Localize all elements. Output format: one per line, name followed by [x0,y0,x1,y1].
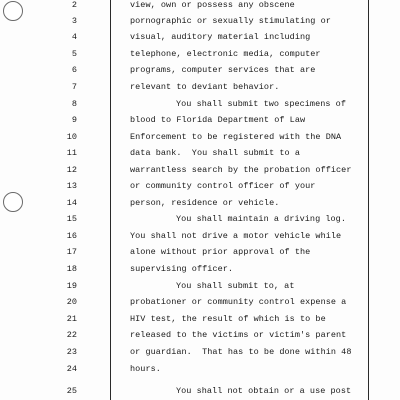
right-margin-rule [368,0,369,400]
transcript-line: data bank. You shall submit to a [130,148,300,158]
line-number: 4 [71,32,77,42]
line-number: 11 [66,148,77,158]
transcript-line: You shall maintain a driving log. [176,214,346,224]
transcript-line: blood to Florida Department of Law [130,115,306,125]
line-number: 2 [71,0,77,10]
punch-hole-middle [3,192,23,212]
transcript-line: HIV test, the result of which is to be [130,314,326,324]
line-number: 18 [66,264,77,274]
transcript-line: programs, computer services that are [130,65,316,75]
line-number: 13 [66,181,77,191]
transcript-line: warrantless search by the probation officer [130,165,352,175]
transcript-line: hours. [130,364,161,374]
line-number: 22 [66,330,77,340]
line-number: 20 [66,297,77,307]
transcript-line: You shall not drive a motor vehicle while [130,231,342,241]
transcript-line: relevant to deviant behavior. [130,82,280,92]
transcript-line: view, own or possess any obscene [130,0,295,10]
line-number: 9 [71,115,77,125]
line-number: 21 [66,314,77,324]
line-number: 14 [66,198,77,208]
transcript-line: You shall submit to, at [176,281,295,291]
transcript-line: released to the victims or victim's parent [130,330,347,340]
transcript-line: visual, auditory material including [130,32,311,42]
transcript-line: probationer or community control expense a [130,297,347,307]
line-number: 24 [66,364,77,374]
line-number: 7 [71,82,77,92]
line-number: 5 [71,49,77,59]
line-number: 17 [66,247,77,257]
transcript-line: Enforcement to be registered with the DNA [130,132,342,142]
transcript-line: pornographic or sexually stimulating or [130,16,331,26]
transcript-line: supervising officer. [130,264,234,274]
left-margin-rule [110,0,111,400]
line-number: 6 [71,65,77,75]
transcript-line: person, residence or vehicle. [130,198,280,208]
line-number: 15 [66,214,77,224]
line-number: 19 [66,281,77,291]
line-number: 16 [66,231,77,241]
line-number: 8 [71,99,77,109]
transcript-line: telephone, electronic media, computer [130,49,321,59]
transcript-line: You shall submit two specimens of [176,99,346,109]
line-number: 23 [66,347,77,357]
line-number: 12 [66,165,77,175]
transcript-line: or community control officer of your [130,181,316,191]
line-number: 3 [71,16,77,26]
punch-hole-top [3,1,23,21]
transcript-line: alone without prior approval of the [130,247,311,257]
transcript-line: or guardian. That has to be done within 48 [130,347,352,357]
transcript-line: You shall not obtain or a use post [176,386,352,396]
line-number: 10 [66,132,77,142]
line-number: 25 [66,386,77,396]
